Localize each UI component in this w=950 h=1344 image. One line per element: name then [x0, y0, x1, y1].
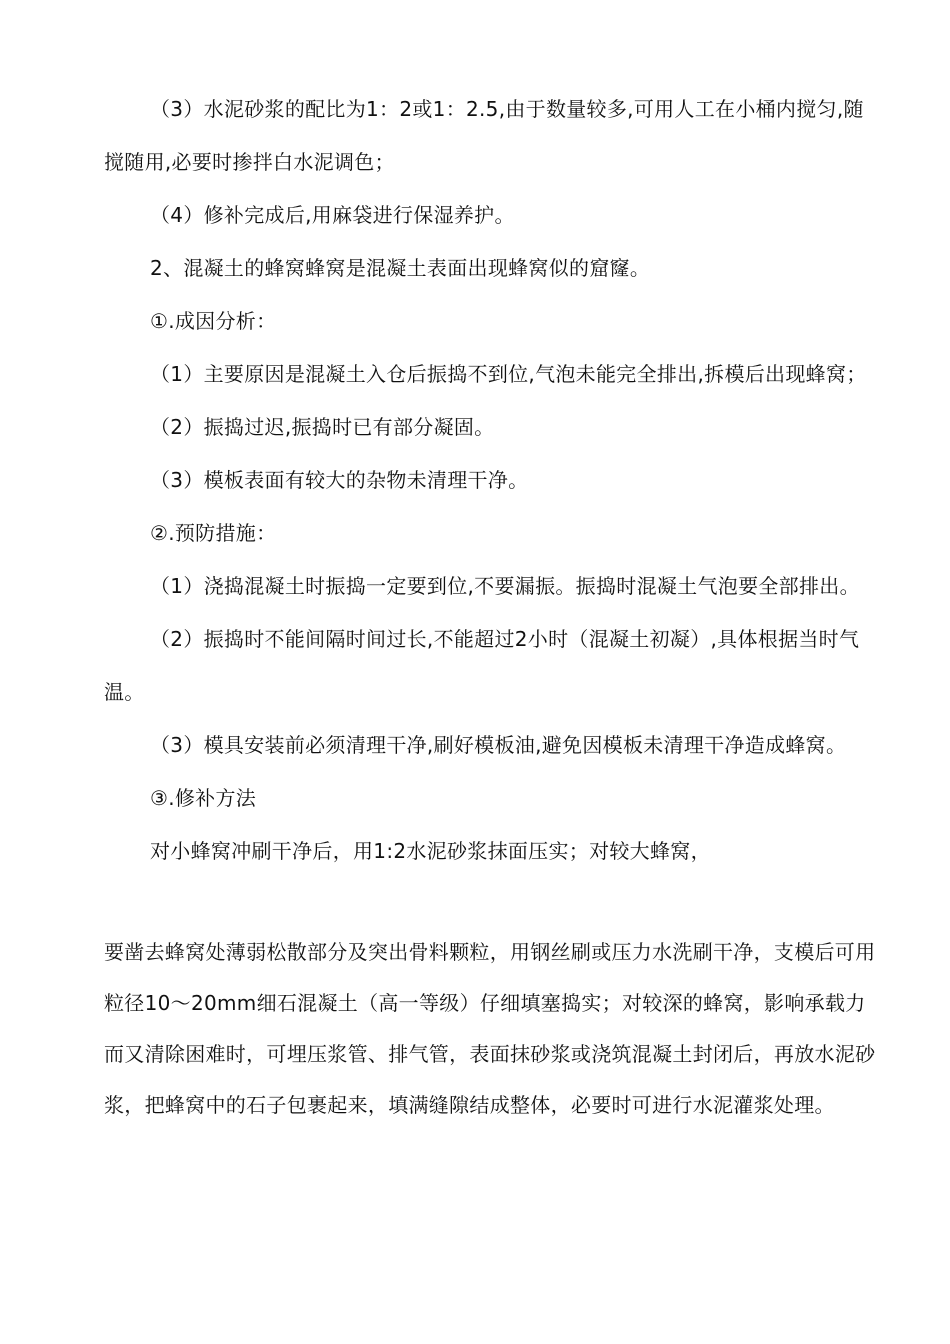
subheading-prevention: ②.预防措施：: [150, 521, 277, 545]
paragraph-repair-details: 要凿去蜂窝处薄弱松散部分及突出骨料颗粒，用钢丝刷或压力水洗刷干净，支模后可用粒径10～20mm细石混凝土（高一等级）仔细填塞捣实；对较深的蜂窝，影响承载力而又清除困难时，可埋压浆管、排气管，表面抹砂浆或浇筑混凝土封闭后，再放水泥砂浆，把蜂窝中的石子包裹起来，填满缝隙结成整体，必要时可进行水泥灌浆处理。: [104, 940, 876, 1117]
document-body-continued: [104, 927, 876, 1131]
paragraph-repair-intro: 对小蜂窝冲刷干净后，用1:2水泥砂浆抹面压实；对较大蜂窝，: [150, 839, 711, 863]
section-heading-honeycomb: 2、混凝土的蜂窝蜂窝是混凝土表面出现蜂窝似的窟窿。: [150, 256, 651, 280]
paragraph-prevention-2: （2）振捣时不能间隔时间过长,不能超过2小时（混凝土初凝）,具体根据当时气温。: [104, 627, 860, 704]
document-body: [104, 83, 876, 878]
paragraph-cause-2: （2）振捣过迟,振捣时已有部分凝固。: [150, 415, 495, 439]
subheading-repair-method: ③.修补方法: [150, 786, 257, 810]
subheading-cause-analysis: ①.成因分析：: [150, 309, 277, 333]
paragraph-cause-3: （3）模板表面有较大的杂物未清理干净。: [150, 468, 529, 492]
paragraph-curing: （4）修补完成后,用麻袋进行保湿养护。: [150, 203, 515, 227]
paragraph-cause-1: （1）主要原因是混凝土入仓后振捣不到位,气泡未能完全排出,拆模后出现蜂窝；: [150, 362, 867, 386]
paragraph-prevention-1: （1）浇捣混凝土时振捣一定要到位,不要漏振。振捣时混凝土气泡要全部排出。: [150, 574, 860, 598]
paragraph-mortar-ratio: （3）水泥砂浆的配比为1：2或1：2.5,由于数量较多,可用人工在小桶内搅匀,随搅随用,必要时掺拌白水泥调色；: [104, 97, 864, 174]
paragraph-prevention-3: （3）模具安装前必须清理干净,刷好模板油,避免因模板未清理干净造成蜂窝。: [150, 733, 847, 757]
